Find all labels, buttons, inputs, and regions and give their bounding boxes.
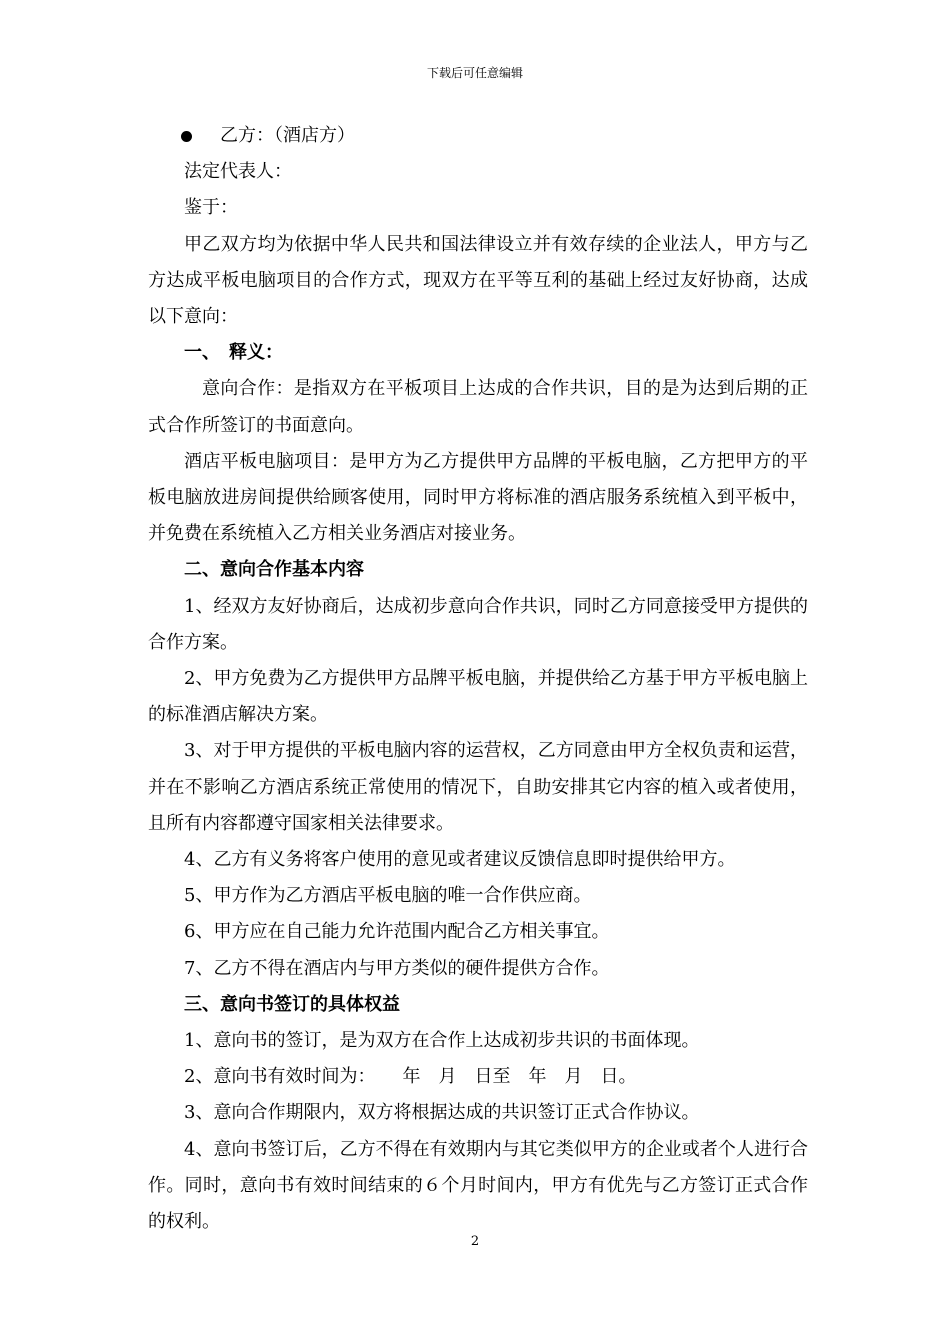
section-2-item: 6、甲方应在自己能力允许范围内配合乙方相关事宜。 (184, 921, 610, 943)
party-b-line (148, 118, 808, 154)
section-2-title: 二、意向合作基本内容 (184, 559, 364, 581)
section-3-item: 4、意向书签订后，乙方不得在有效期内与其它类似甲方的企业或者个人进行合作。同时，意向书有效时间结束的６个月时间内，甲方有优先与乙方签订正式合作的权利。 (148, 1138, 808, 1233)
legal-representative: 法定代表人： (184, 161, 292, 183)
section-3-item: 1、意向书的签订，是为双方在合作上达成初步共识的书面体现。 (184, 1030, 700, 1052)
section-1-definition-project: 酒店平板电脑项目：是甲方为乙方提供甲方品牌的平板电脑，乙方把甲方的平板电脑放进房间提供给顾客使用，同时甲方将标准的酒店服务系统植入到平板中，并免费在系统植入乙方相关业务酒店对接业务。 (148, 450, 808, 545)
section-2-item: 1、经双方友好协商后，达成初步意向合作共识，同时乙方同意接受甲方提供的合作方案。 (148, 595, 808, 653)
bullet-icon (181, 131, 192, 142)
section-3-title: 三、意向书签订的具体权益 (184, 993, 400, 1015)
section-2-item: 5、甲方作为乙方酒店平板电脑的唯一合作供应商。 (184, 885, 592, 907)
section-1-title: 一、 释义： (184, 342, 283, 364)
section-2-item: 2、甲方免费为乙方提供甲方品牌平板电脑，并提供给乙方基于甲方平板电脑上的标准酒店解决方案。 (148, 668, 808, 726)
section-2-item: 3、对于甲方提供的平板电脑内容的运营权，乙方同意由甲方全权负责和运营，并在不影响乙方酒店系统正常使用的情况下，自助安排其它内容的植入或者使用，且所有内容都遵守国家相关法律要求。 (148, 740, 808, 834)
whereas-label: 鉴于： (184, 197, 238, 219)
section-3-item: 3、意向合作期限内，双方将根据达成的共识签订正式合作协议。 (184, 1102, 700, 1124)
page-header: 下载后可任意编辑 (426, 66, 523, 80)
section-3-item: 2、意向书有效时间为： 年 月 日至 年 月 日。 (184, 1066, 637, 1088)
document-body (148, 118, 808, 1240)
party-b-text: 乙方：（酒店方） (220, 125, 355, 146)
intro-paragraph: 甲乙双方均为依据中华人民共和国法律设立并有效存续的企业法人，甲方与乙方达成平板电脑项目的合作方式，现双方在平等互利的基础上经过友好协商，达成以下意向： (148, 233, 808, 328)
section-2-item: 7、乙方不得在酒店内与甲方类似的硬件提供方合作。 (184, 957, 610, 979)
section-2-item: 4、乙方有义务将客户使用的意见或者建议反馈信息即时提供给甲方。 (184, 849, 736, 871)
page-number: 2 (470, 1234, 480, 1249)
section-1-definition-cooperation: 意向合作：是指双方在平板项目上达成的合作共识，目的是为达到后期的正式合作所签订的书面意向。 (148, 378, 808, 436)
